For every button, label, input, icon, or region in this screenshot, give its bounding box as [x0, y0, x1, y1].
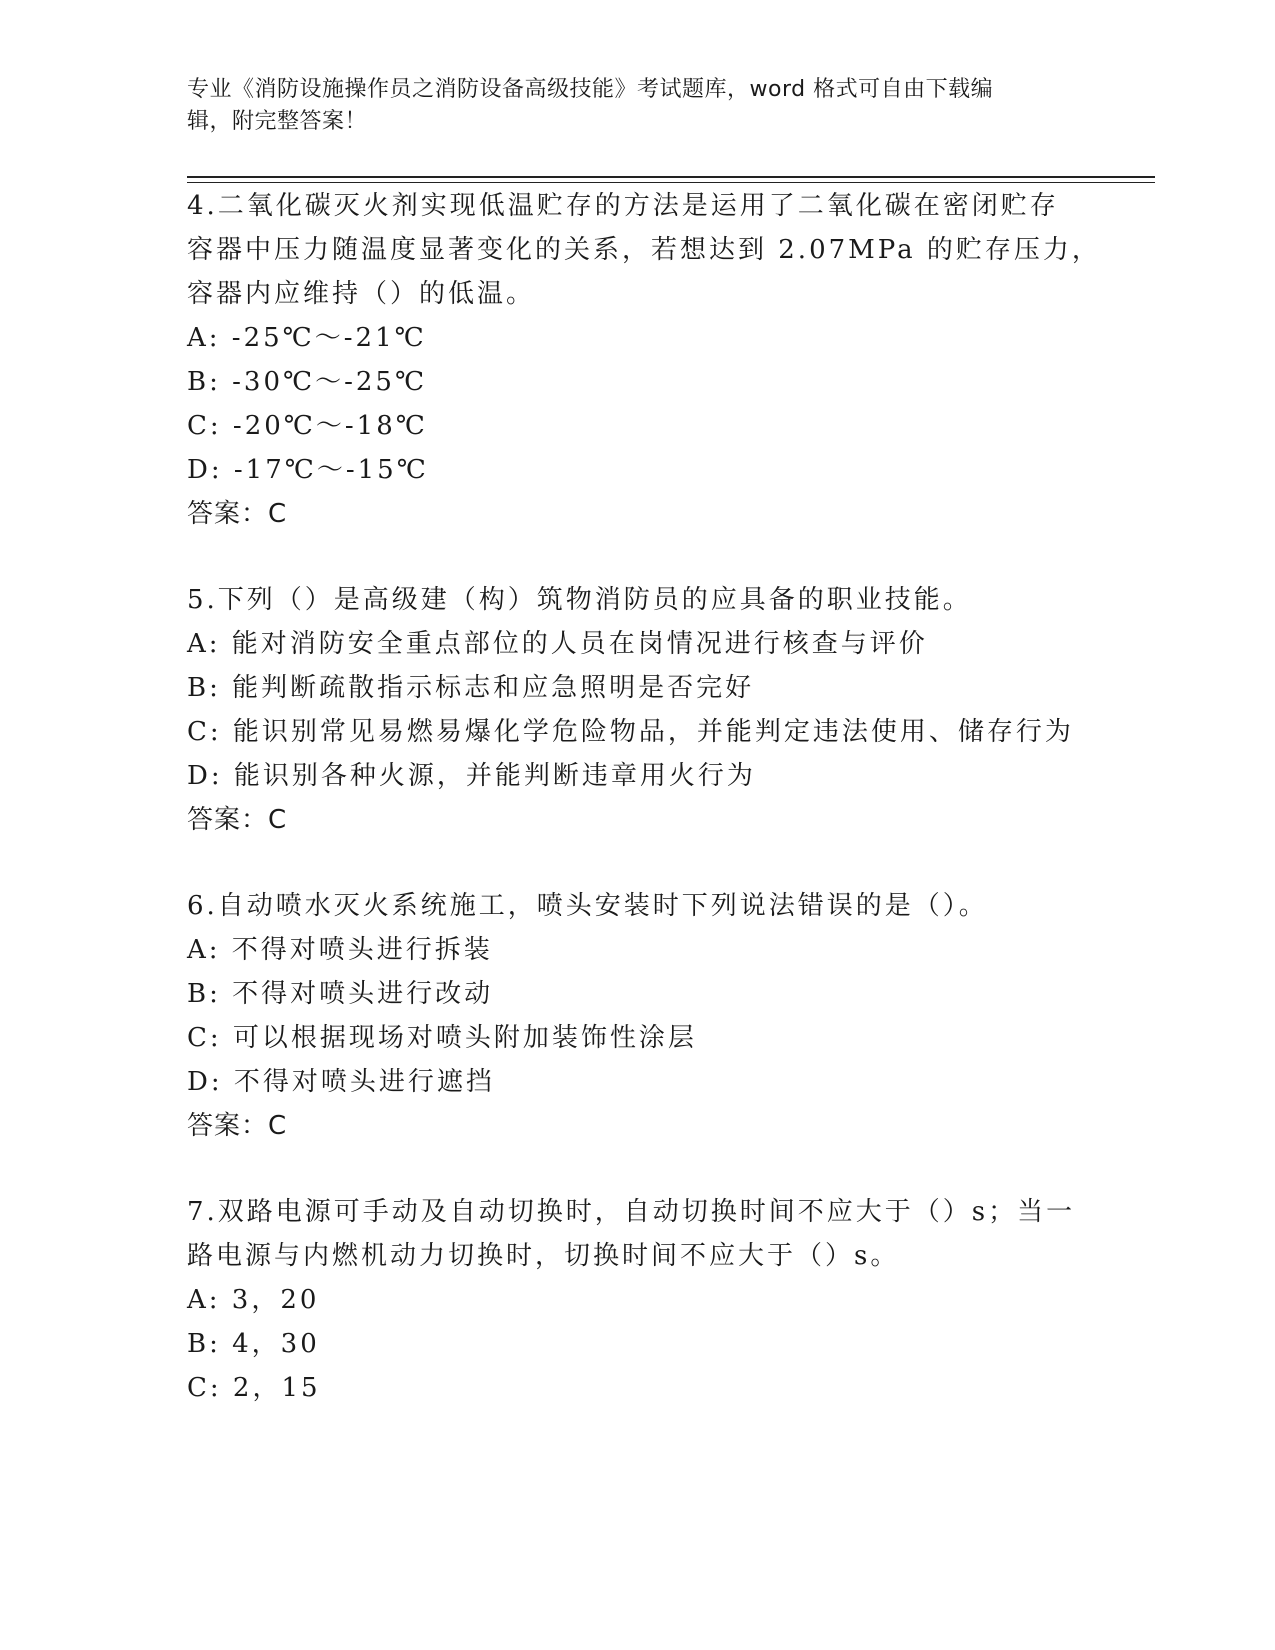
question-4-option-c: C: -20℃～-18℃ — [187, 411, 428, 441]
question-4-option-d: D: -17℃～-15℃ — [187, 455, 429, 485]
question-5-option-a: A: 能对消防安全重点部位的人员在岗情况进行核查与评价 — [187, 629, 928, 659]
header-divider-thin — [187, 182, 1155, 183]
question-6-option-a: A: 不得对喷头进行拆装 — [187, 935, 493, 965]
question-5-option-d: D: 能识别各种火源，并能判断违章用火行为 — [187, 761, 756, 791]
question-6-option-b: B: 不得对喷头进行改动 — [187, 979, 494, 1009]
question-5-option-c: C: 能识别常见易燃易爆化学危险物品，并能判定违法使用、储存行为 — [187, 717, 1074, 747]
question-5-option-b: B: 能判断疏散指示标志和应急照明是否完好 — [187, 673, 755, 703]
question-7-option-b: B: 4，30 — [187, 1329, 320, 1359]
question-4-option-b: B: -30℃～-25℃ — [187, 367, 428, 397]
question-7-stem-line-2: 路电源与内燃机动力切换时，切换时间不应大于（）s。 — [187, 1241, 900, 1271]
question-4-answer: 答案：C — [187, 499, 288, 529]
question-6-option-d: D: 不得对喷头进行遮挡 — [187, 1067, 495, 1097]
question-4-stem-line-1: 4.二氧化碳灭火剂实现低温贮存的方法是运用了二氧化碳在密闭贮存 — [187, 191, 1059, 221]
question-4-stem-line-3: 容器内应维持（）的低温。 — [187, 279, 536, 309]
document-header — [187, 74, 1067, 138]
question-6-stem-line-1: 6.自动喷水灭火系统施工，喷头安装时下列说法错误的是（）。 — [187, 891, 988, 921]
question-7-stem-line-1: 7.双路电源可手动及自动切换时，自动切换时间不应大于（）s；当一 — [187, 1197, 1076, 1227]
question-5-stem-line-1: 5.下列（）是高级建（构）筑物消防员的应具备的职业技能。 — [187, 585, 972, 615]
question-7-option-c: C: 2，15 — [187, 1373, 321, 1403]
header-divider-thick — [187, 176, 1155, 178]
header-line-1: 专业《消防设施操作员之消防设备高级技能》考试题库，word 格式可自由下载编 — [187, 77, 994, 102]
header-line-2: 辑，附完整答案！ — [187, 109, 368, 134]
question-6-answer: 答案：C — [187, 1111, 288, 1141]
question-5-answer: 答案：C — [187, 805, 288, 835]
question-6-option-c: C: 可以根据现场对喷头附加装饰性涂层 — [187, 1023, 697, 1053]
question-4-stem-line-2: 容器中压力随温度显著变化的关系，若想达到 2.07MPa 的贮存压力， — [187, 235, 1101, 265]
question-7-option-a: A: 3，20 — [187, 1285, 320, 1315]
question-4-option-a: A: -25℃～-21℃ — [187, 323, 427, 353]
